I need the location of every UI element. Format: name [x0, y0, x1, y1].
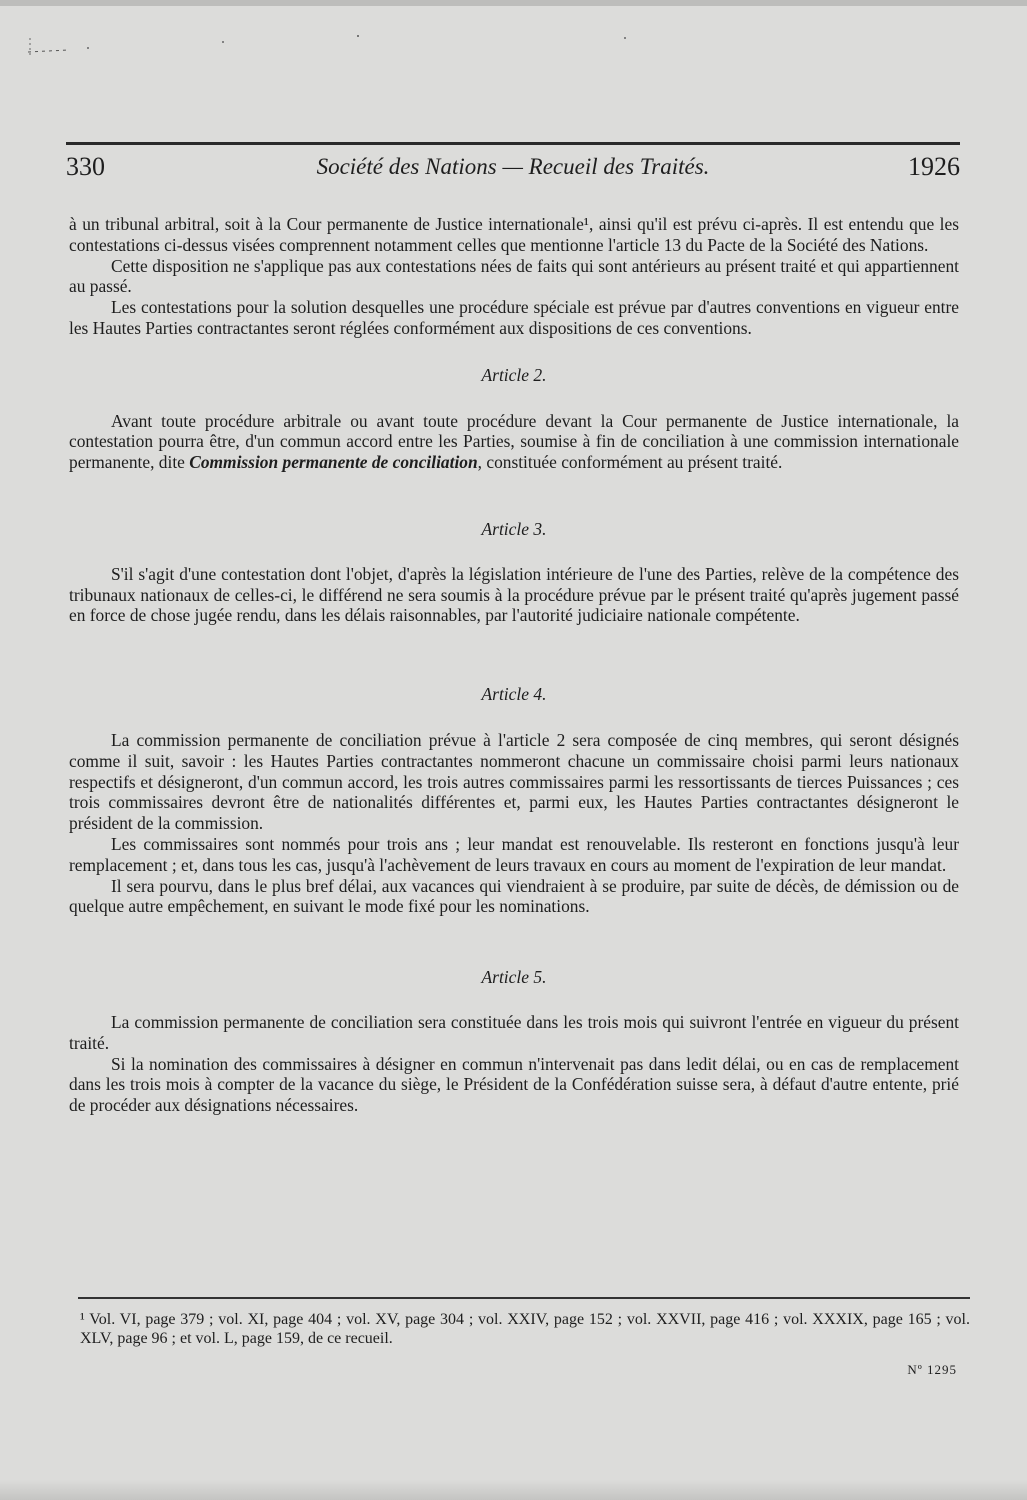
header-rule	[66, 142, 960, 145]
treaty-number: Nº 1295	[907, 1362, 957, 1377]
emphasis: Commission permanente de conciliation	[189, 452, 478, 473]
article-heading: Article 2.	[481, 364, 547, 385]
article-heading: Article 3.	[481, 518, 547, 539]
treaty-text	[69, 214, 959, 1116]
paragraph-text: Avant toute procédure arbitrale ou avant toute procédure devant la Cour permanente de Justice internationale, la contestation pourra être, d'un commun accord entre les Parties, soumise à fin de conciliation à une commission internationale permanente, dite	[69, 410, 959, 473]
paragraph	[69, 411, 959, 473]
top-border	[0, 0, 1027, 6]
paragraph: Les commissaires sont nommés pour trois ans ; leur mandat est renouvelable. Ils resteront en fonctions jusqu'à leur remplacement ; et, dans tous les cas, jusqu'à l'achèvement de leurs travaux en cours au moment de l'expiration de leur mandat.	[69, 833, 959, 875]
footnote: ¹ Vol. VI, page 379 ; vol. XI, page 404 ; vol. XV, page 304 ; vol. XXIV, page 152 ; vol. XXVII, page 416 ; vol. XXXIX, page 165 ; vol. XLV, page 96 ; et vol. L, page 159, de ce recueil.	[80, 1311, 970, 1347]
article-heading: Article 5.	[481, 967, 547, 988]
page-header	[66, 150, 960, 190]
paragraph: Si la nomination des commissaires à désigner en commun n'intervenait pas dans ledit délai, ou en cas de remplacement dans les trois mois à compter de la vacance du siège, le Président de la Confédération suisse sera, à défaut d'autre entente, prié de procéder aux désignations nécessaires.	[69, 1053, 959, 1116]
paragraph: Les contestations pour la solution desquelles une procédure spéciale est prévue par d'autres conventions en vigueur entre les Hautes Parties contractantes seront réglées conformément aux dispositions de ces conventions.	[69, 297, 959, 338]
footnote-rule	[78, 1297, 970, 1299]
paragraph: La commission permanente de conciliation prévue à l'article 2 sera composée de cinq membres, qui seront désignés comme il suit, savoir : les Hautes Parties contractantes nommeront chacune un commissaire choisi parmi leurs nationaux respectifs et désigneront, d'un commun accord, les trois autres commissaires parmi les ressortissants de tierces Puissances ; ces trois commissaires devront être de nationalités différentes et, parmi eux, les Hautes Parties contractantes désigneront le président de la commission.	[69, 729, 959, 834]
year: 1926	[908, 152, 960, 181]
paragraph: Cette disposition ne s'applique pas aux contestations nées de faits qui sont antérieurs au présent traité et qui appartiennent au passé.	[69, 255, 959, 297]
paragraph: La commission permanente de conciliation sera constituée dans les trois mois qui suivront l'entrée en vigueur du présent traité.	[69, 1011, 959, 1053]
page-number: 330	[66, 152, 105, 181]
scan-artifacts	[28, 30, 678, 60]
article-heading: Article 4.	[481, 684, 547, 705]
paragraph: S'il s'agit d'une contestation dont l'objet, d'après la législation intérieure de l'une des Parties, relève de la compétence des tribunaux nationaux de celles-ci, le différend ne sera soumis à la procédure prévue par le présent traité qu'après jugement passé en force de chose jugée rendu, dans les délais raisonnables, par l'autorité judiciaire nationale compétente.	[69, 563, 959, 626]
running-title: Société des Nations — Recueil des Traités.	[316, 154, 710, 179]
paragraph-text: , constituée conformément au présent traité.	[477, 452, 783, 473]
paragraph: à un tribunal arbitral, soit à la Cour permanente de Justice internationale¹, ainsi qu'il est prévu ci-après. Il est entendu que les contestations ci-dessus visées comprennent notamment celles que mentionne l'article 13 du Pacte de la Société des Nations.	[69, 214, 959, 255]
page-bottom-edge	[0, 1480, 1027, 1500]
paragraph: Il sera pourvu, dans le plus bref délai, aux vacances qui viendraient à se produire, par suite de décès, de démission ou de quelque autre empêchement, en suivant le mode fixé pour les nominations.	[69, 875, 959, 917]
